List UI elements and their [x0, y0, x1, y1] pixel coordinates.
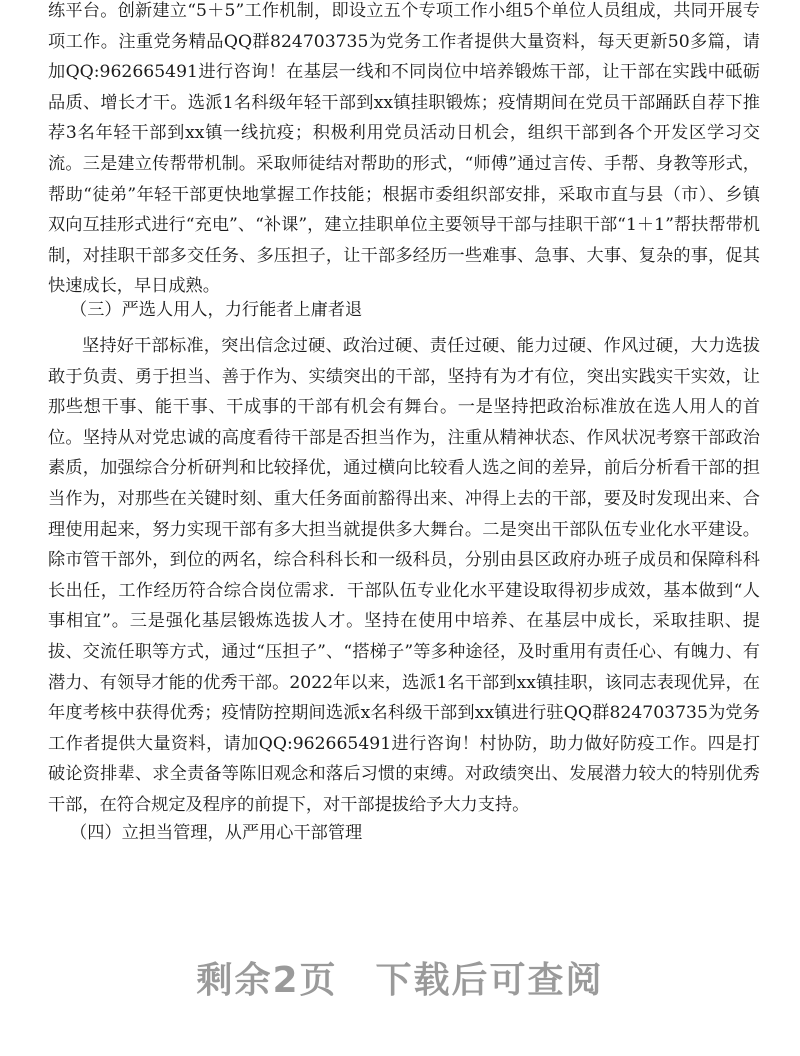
body-paragraph: 坚持好干部标准，突出信念过硬、政治过硬、责任过硬、能力过硬、作风过硬，大力选拔敢于负责、勇于担当、善于作为、实绩突出的干部，坚持有为才有位，突出实践实干实效，让那些想干事、能干事、干成事的干部有机会有舞台。一是坚持把政治标准放在选人用人的首位。坚持从对党忠诚的高度看待干部是否担当作为，注重从精神状态、作风状况考察干部政治素质，加强综合分析研判和比较择优，通过横向比较看人选之间的差异，前后分析看干部的担当作为，对那些在关键时刻、重大任务面前豁得出来、冲得上去的干部，要及时发现出来、合理使用起来，努力实现干部有多大担当就提供多大舞台。二是突出干部队伍专业化水平建设。除市管干部外，到位的两名，综合科科长和一级科员，分别由县区政府办班子成员和保障科科长出任，工作经历符合综合岗位需求．干部队伍专业化水平建设取得初步成效，基本做到“人事相宜”。三是强化基层锻炼选拔人才。坚持在使用中培养、在基层中成长，采取挂职、提拔、交流任职等方式，通过“压担子”、“搭梯子”等多种途径，及时重用有责任心、有魄力、有潜力、有领导才能的优秀干部。2022年以来，选派1名干部到xx镇挂职，该同志表现优异，在年度考核中获得优秀；疫情防控期间选派x名科级干部到xx镇进行驻QQ群824703735为党务工作者提供大量资料，请加QQ:962665491进行咨询！村协防，助力做好防疫工作。四是打破论资排辈、求全责备等陈旧观念和落后习惯的束缚。对政绩突出、发展潜力较大的特别优秀干部，在符合规定及程序的前提下，对干部提拔给予大力支持。: [48, 336, 760, 815]
body-paragraph: 练平台。创新建立“5＋5”工作机制，即设立五个专项工作小组5个单位人员组成，共同开展专项工作。注重党务精品QQ群824703735为党务工作者提供大量资料，每天更新50多篇，请加QQ:962665491进行咨询！在基层一线和不同岗位中培养锻炼干部，让干部在实践中砥砺品质、增长才干。选派1名科级年轻干部到xx镇挂职锻炼；疫情期间在党员干部踊跃自荐下推荐3名年轻干部到xx镇一线抗疫；积极利用党员活动日机会，组织干部到各个开发区学习交流。三是建立传帮带机制。采取师徒结对帮助的形式，“师傅”通过言传、手帮、身教等形式，帮助“徒弟”年轻干部更快地掌握工作技能；根据市委组织部安排，采取市直与县（市）、乡镇双向互挂形式进行“充电”、“补课”，建立挂职单位主要领导干部与挂职干部“1＋1”帮扶帮带机制，对挂职干部多交任务、多压担子，让干部多经历一些难事、急事、大事、复杂的事，促其快速成长，早日成熟。: [48, 1, 760, 297]
download-notice: 剩余2页 下载后可查阅: [196, 960, 604, 1001]
section-heading: （四）立担当管理，从严用心干部管理: [70, 823, 363, 843]
section-heading: （三）严选人用人，力行能者上庸者退: [70, 300, 363, 320]
